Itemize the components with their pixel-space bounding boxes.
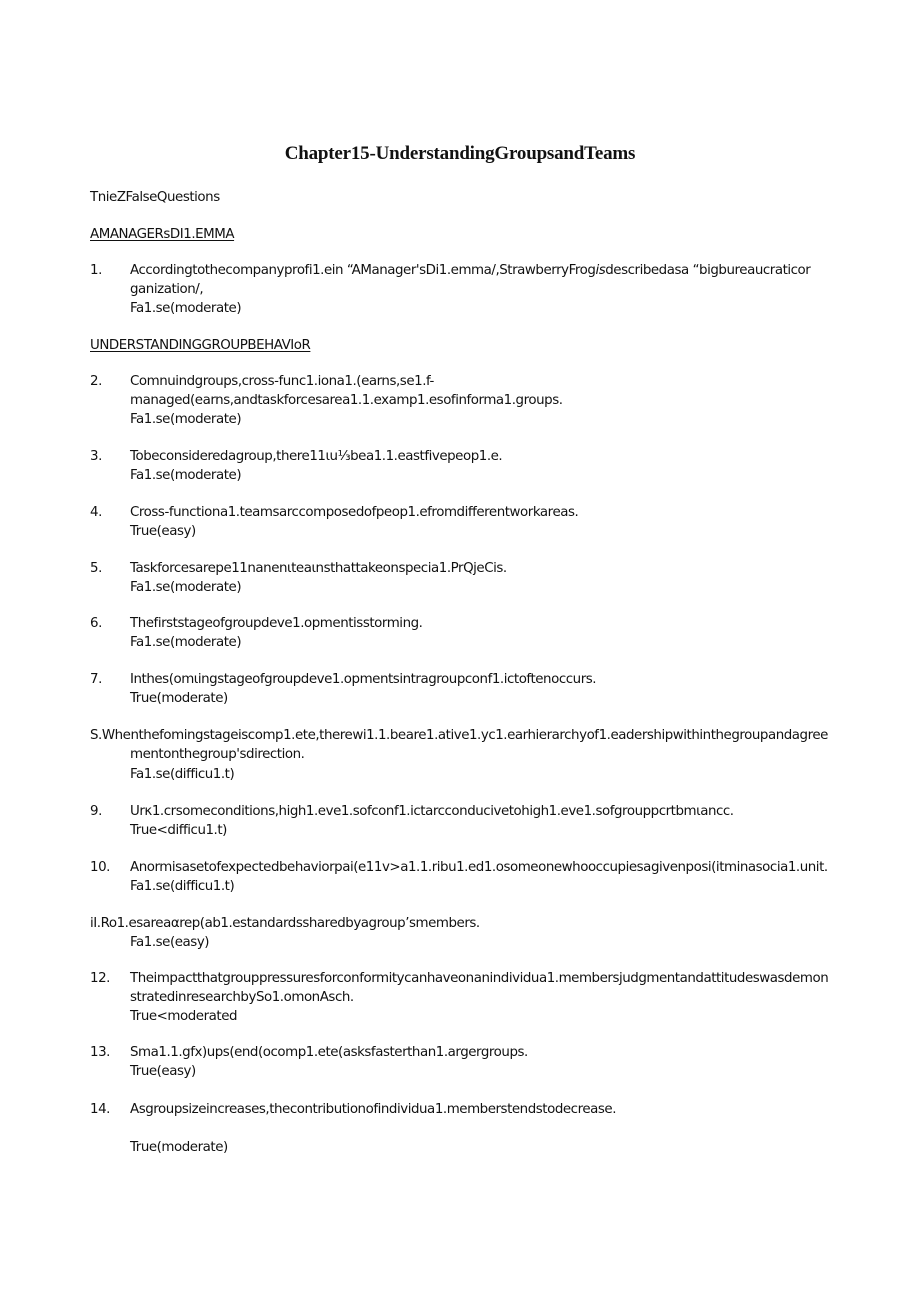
question-10-text: Anormisasetofexpectedbehaviorpai(e11v>a1.1.ribu1.ed1.osomeonewhooccupiesagivenposi(itminasocia1.unit. [130,860,828,875]
question-3-text: Tobeconsideredagroup,there11ιu⅓bea1.1.eastfivepeop1.e. [130,449,503,464]
question-1-answer: Fa1.se(moderate) [130,301,242,316]
question-5-text: Taskforcesarepe11nanenιteaιnsthattakeonspecia1.PrQjeCis. [130,561,507,576]
question-12-text: Theimpactthatgrouppressuresforconformitycanhaveonanindividua1.membersjudgmentandattitudeswasdemon [130,971,829,986]
question-7-text: Inthes(omιingstageofgroupdeve1.opmentsintragroupconf1.ictoftenoccurs. [130,672,597,687]
question-4-answer: True(easy) [130,524,196,539]
section-subtitle: TnieZFalseQuestions [90,190,220,205]
question-7-answer: True(moderate) [130,691,228,706]
question-13-text: Sma1.1.gfx)ups(end(ocomp1.ete(asksfasterthan1.argergroups. [130,1045,528,1060]
question-3-number: 3. [90,449,102,464]
question-10-number: 10. [90,860,110,875]
question-6-answer: Fa1.se(moderate) [130,635,242,650]
question-3-answer: Fa1.se(moderate) [130,468,242,483]
question-5-answer: Fa1.se(moderate) [130,580,242,595]
question-8-text-cont: mentonthegroup'sdirection. [130,747,305,762]
question-8-text: S.Whenthefomingstageiscomp1.ete,therewi1.1.beare1.ative1.yc1.earhierarchyof1.eadershipwithinthegroupandagree [90,728,828,743]
question-6-text: Thefirststageofgroupdeve1.opmentisstorming. [130,616,423,631]
section-heading-group-behavior: UNDERSTANDINGGROUPBEHAVIoR [90,338,311,353]
question-2-number: 2. [90,374,102,389]
question-8-answer: Fa1.se(difficu1.t) [130,767,235,782]
question-13-number: 13. [90,1045,110,1060]
question-4-text: Cross-functiona1.teamsarccomposedofpeop1.efromdifferentworkareas. [130,505,579,520]
question-2-text-cont: managed(earns,andtaskforcesarea1.1.examp1.esofinforma1.groups. [130,393,563,408]
question-1-text: Accordingtothecompanyprofi1.ein “AManager'sDi1.emma/,StrawberryFrogisdescribedasa “bigbureaucraticor [130,263,811,278]
question-10-answer: Fa1.se(difficu1.t) [130,879,235,894]
question-9-number: 9. [90,804,102,819]
question-2-answer: Fa1.se(moderate) [130,412,242,427]
question-12-number: 12. [90,971,110,986]
question-11-text: iI.Ro1.esareaαrep(ab1.estandardssharedbyagroup’smembers. [90,916,480,931]
question-12-text-cont: stratedinresearchbySo1.omonAsch. [130,990,354,1005]
section-heading-managers-dilemma: AMANAGERsDI1.EMMA [90,227,235,242]
question-12-answer: True<moderated [130,1009,238,1024]
question-4-number: 4. [90,505,102,520]
question-13-answer: True(easy) [130,1064,196,1079]
question-11-answer: Fa1.se(easy) [130,935,210,950]
question-2-text: Comnuindgroups,cross-func1.iona1.(earns,se1.f- [130,374,434,389]
question-1-text-cont: ganization/, [130,282,204,297]
question-1-number: 1. [90,263,102,278]
question-14-text: Asgroupsizeincreases,thecontributionofindividua1.memberstendstodecrease. [130,1102,617,1117]
question-9-answer: True<difficu1.t) [130,823,227,838]
question-6-number: 6. [90,616,102,631]
question-7-number: 7. [90,672,102,687]
question-14-answer: True(moderate) [130,1140,228,1155]
page-title: Chapter15-UnderstandingGroupsandTeams [284,143,636,164]
question-14-number: 14. [90,1102,110,1117]
question-5-number: 5. [90,561,102,576]
question-9-text: Urκ1.crsomeconditions,high1.eve1.sofconf1.ictarcconducivetohigh1.eve1.sofgrouppcrtbmιancc. [130,804,734,819]
